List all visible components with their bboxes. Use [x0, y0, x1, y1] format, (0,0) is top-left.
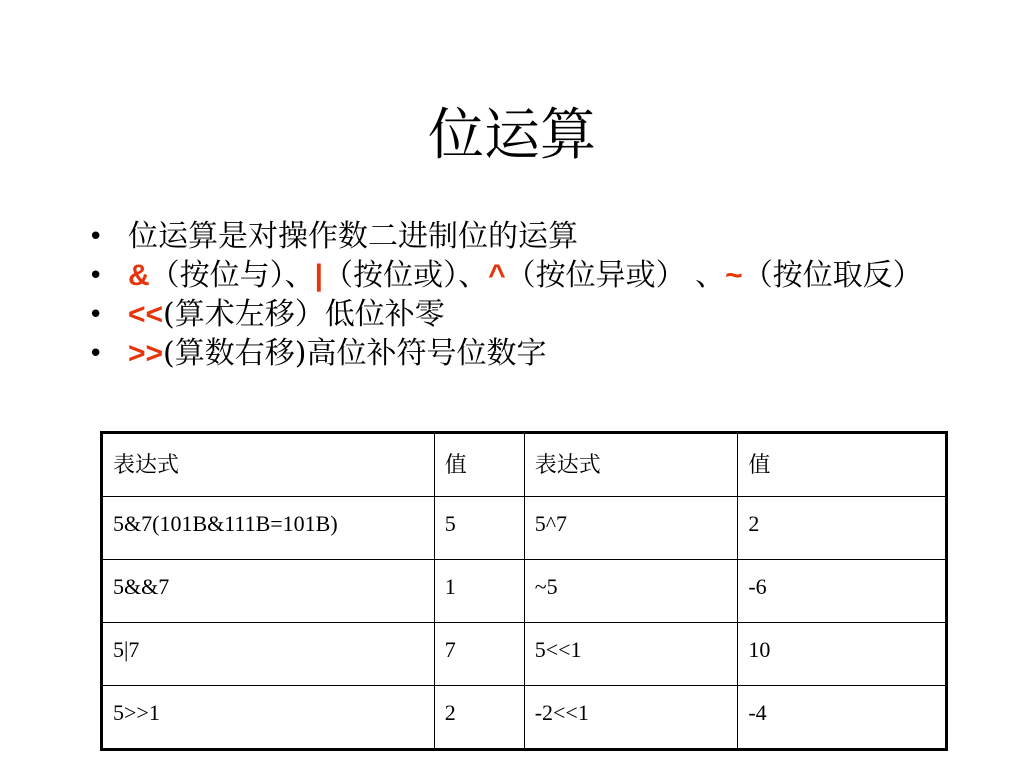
table-header-row [102, 433, 947, 497]
and-operator: & [128, 259, 150, 292]
xor-description: （按位异或） 、 [505, 258, 726, 293]
table-row [102, 623, 947, 686]
bullet-item-definition [82, 220, 962, 254]
header-cell-value: 值 [738, 433, 947, 497]
table-cell: ~5 [524, 560, 738, 623]
xor-operator: ^ [488, 259, 506, 292]
bullet-marker: • [88, 300, 104, 330]
table-cell: 5<<1 [524, 623, 738, 686]
table-row [102, 686, 947, 750]
table-cell: 5>>1 [102, 686, 435, 750]
header-cell-value: 值 [434, 433, 524, 497]
and-description: （按位与）、 [149, 258, 315, 293]
header-cell-expression: 表达式 [524, 433, 738, 497]
bullet-marker: • [88, 222, 104, 252]
table-row [102, 560, 947, 623]
left-shift-description: (算术左移）低位补零 [163, 297, 445, 332]
bullet-list [82, 220, 962, 376]
bullet-marker: • [88, 261, 104, 291]
table-cell: 5&7(101B&111B=101B) [102, 497, 435, 560]
table-cell: 2 [738, 497, 947, 560]
table-cell: 10 [738, 623, 947, 686]
right-shift-description: (算数右移)高位补符号位数字 [163, 336, 547, 371]
table-row [102, 497, 947, 560]
or-operator: | [314, 259, 324, 292]
bullet-text: 位运算是对操作数二进制位的运算 [128, 219, 578, 254]
table-cell: 2 [434, 686, 524, 750]
left-shift-operator: << [128, 298, 164, 331]
right-shift-operator: >> [128, 337, 164, 370]
table-cell: 5&&7 [102, 560, 435, 623]
table-cell: -6 [738, 560, 947, 623]
header-cell-expression: 表达式 [102, 433, 435, 497]
bullet-item-operators [82, 259, 962, 293]
table-cell: -2<<1 [524, 686, 738, 750]
expression-table [100, 431, 948, 751]
not-description: （按位取反） [742, 258, 923, 293]
table-cell: 5^7 [524, 497, 738, 560]
bullet-item-right-shift [82, 337, 962, 371]
table-cell: 5 [434, 497, 524, 560]
table-cell: 7 [434, 623, 524, 686]
or-description: （按位或）、 [323, 258, 489, 293]
bullet-marker: • [88, 339, 104, 369]
slide-title: 位运算 [428, 103, 596, 168]
table-cell: 1 [434, 560, 524, 623]
table-cell: 5|7 [102, 623, 435, 686]
bullet-item-left-shift [82, 298, 962, 332]
table-cell: -4 [738, 686, 947, 750]
not-operator: ~ [725, 259, 743, 292]
